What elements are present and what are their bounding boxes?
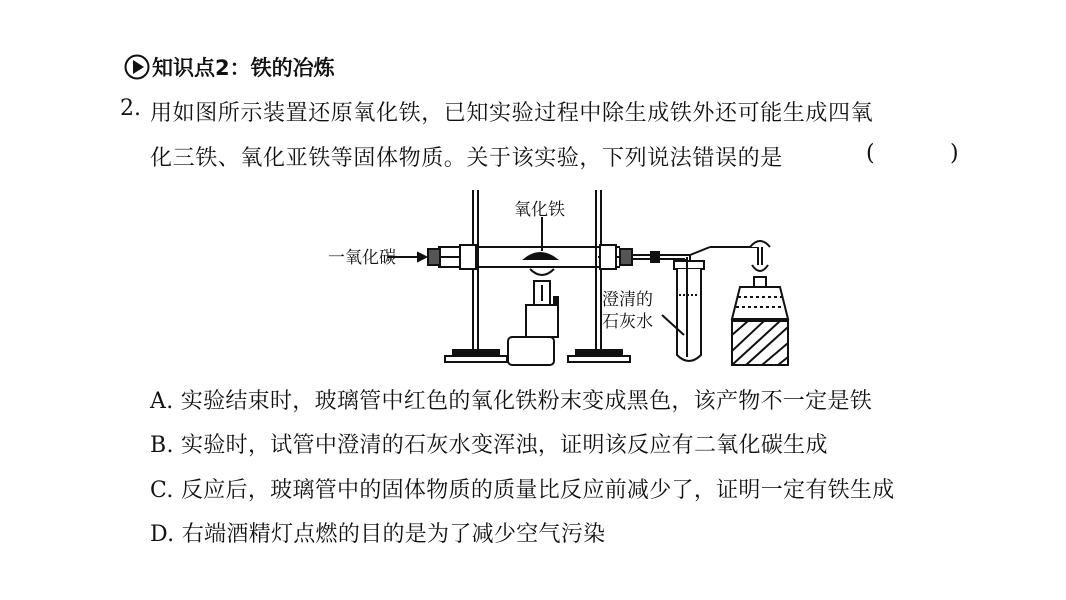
answer-paren-open: ( <box>866 141 875 166</box>
option-a[interactable]: A. 实验结束时，玻璃管中红色的氧化铁粉末变成黑色，该产物不一定是铁 <box>150 389 873 414</box>
test-tube <box>674 257 704 361</box>
iron-oxide-powder <box>525 253 556 259</box>
question-number: 2. <box>120 96 141 121</box>
label-limewater-1: 澄清的 <box>602 290 653 310</box>
apparatus-diagram <box>320 185 790 370</box>
section-title: 知识点2：铁的冶炼 <box>152 56 335 80</box>
label-iron-oxide: 氧化铁 <box>514 200 565 220</box>
option-b[interactable]: B. 实验时，试管中澄清的石灰水变浑浊，证明该反应有二氧化碳生成 <box>150 433 828 458</box>
section-heading <box>124 52 335 82</box>
play-icon <box>124 54 150 80</box>
right-iron-stand <box>568 190 630 362</box>
left-iron-stand <box>440 190 507 362</box>
label-limewater-2: 石灰水 <box>602 312 653 332</box>
question-text-line-2: 化三铁、氧化亚铁等固体物质。关于该实验，下列说法错误的是 <box>150 146 783 171</box>
wooden-block <box>732 321 788 365</box>
answer-paren-close: ) <box>950 141 959 166</box>
alcohol-burner-left <box>508 269 558 365</box>
label-carbon-monoxide: 一氧化碳 <box>328 248 396 268</box>
alcohol-burner-right <box>732 265 788 319</box>
question-text-line-1: 用如图所示装置还原氧化铁，已知实验过程中除生成铁外还可能生成四氧 <box>150 101 874 126</box>
option-d[interactable]: D. 右端酒精灯点燃的目的是为了减少空气污染 <box>150 522 606 547</box>
option-c[interactable]: C. 反应后，玻璃管中的固体物质的质量比反应前减少了，证明一定有铁生成 <box>150 478 895 503</box>
